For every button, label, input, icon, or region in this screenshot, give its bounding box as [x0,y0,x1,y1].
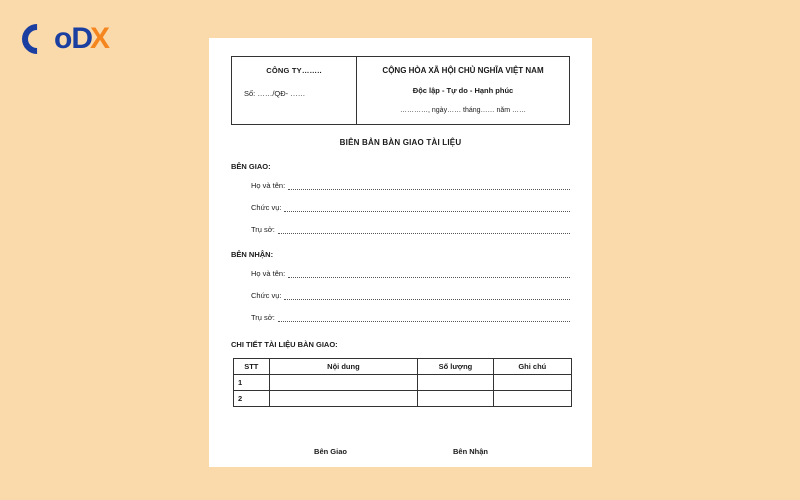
date-line: …………, ngày…… tháng…… năm …… [400,107,527,114]
signature-area [231,447,570,456]
field-row-ben-giao-position [231,203,570,212]
section-label-ben-nhan: BÊN NHẬN: [231,250,274,259]
field-label: Chức vụ: [251,203,282,212]
section-ben-giao [231,162,570,234]
header-row [232,57,570,125]
codx-logo [22,22,109,56]
company-label: CÔNG TY…….. [266,66,322,75]
document-paper [209,38,592,467]
detail-table-header-row [234,359,572,375]
cell-stt: 1 [234,375,270,391]
field-row-ben-giao-name [231,181,570,190]
cell-stt: 2 [234,391,270,407]
detail-table [233,358,572,407]
logo-letter-o: o [54,22,72,55]
signature-ben-nhan: Bên Nhận [452,447,488,456]
field-input-line[interactable] [284,204,570,212]
field-row-ben-giao-office [231,225,570,234]
cell-note[interactable] [493,375,571,391]
field-label: Họ và tên: [251,181,286,190]
field-input-line[interactable] [288,182,570,190]
document-number: Số: ……/QĐ- …… [244,89,306,98]
document-body [231,56,570,455]
column-header-note: Ghi chú [493,359,571,375]
detail-section-label: CHI TIẾT TÀI LIỆU BÀN GIAO: [231,340,338,349]
document-title: BIÊN BẢN BÀN GIAO TÀI LIỆU [339,138,462,147]
cell-note[interactable] [493,391,571,407]
field-input-line[interactable] [288,270,570,278]
cell-content[interactable] [269,375,418,391]
detail-table-body [234,375,572,407]
field-row-ben-nhan-name [231,269,570,278]
column-header-stt: STT [234,359,270,375]
field-label: Trụ sở: [251,225,275,234]
logo-letter-x: X [90,22,110,55]
table-row [234,391,572,407]
signature-ben-giao: Bên Giao [314,447,347,456]
field-row-ben-nhan-office [231,313,570,322]
national-motto: Độc lập - Tự do - Hạnh phúc [412,86,514,95]
section-label-ben-giao: BÊN GIAO: [231,162,271,171]
field-input-line[interactable] [278,314,570,322]
cell-content[interactable] [269,391,418,407]
table-row [234,375,572,391]
field-label: Trụ sở: [251,313,275,322]
field-input-line[interactable] [284,292,570,300]
national-title: CỘNG HÒA XÃ HỘI CHỦ NGHĨA VIỆT NAM [382,66,544,75]
field-row-ben-nhan-position [231,291,570,300]
logo-c-icon [16,18,58,60]
detail-table-head [234,359,572,375]
document-header-table [231,56,570,125]
field-label: Chức vụ: [251,291,282,300]
column-header-content: Nội dung [269,359,418,375]
cell-quantity[interactable] [418,391,493,407]
field-label: Họ và tên: [251,269,286,278]
logo-letter-d: D [71,22,92,55]
header-national-cell [357,57,570,125]
field-input-line[interactable] [278,226,570,234]
header-company-cell [232,57,357,125]
section-ben-nhan [231,250,570,322]
column-header-quantity: Số lượng [418,359,493,375]
cell-quantity[interactable] [418,375,493,391]
